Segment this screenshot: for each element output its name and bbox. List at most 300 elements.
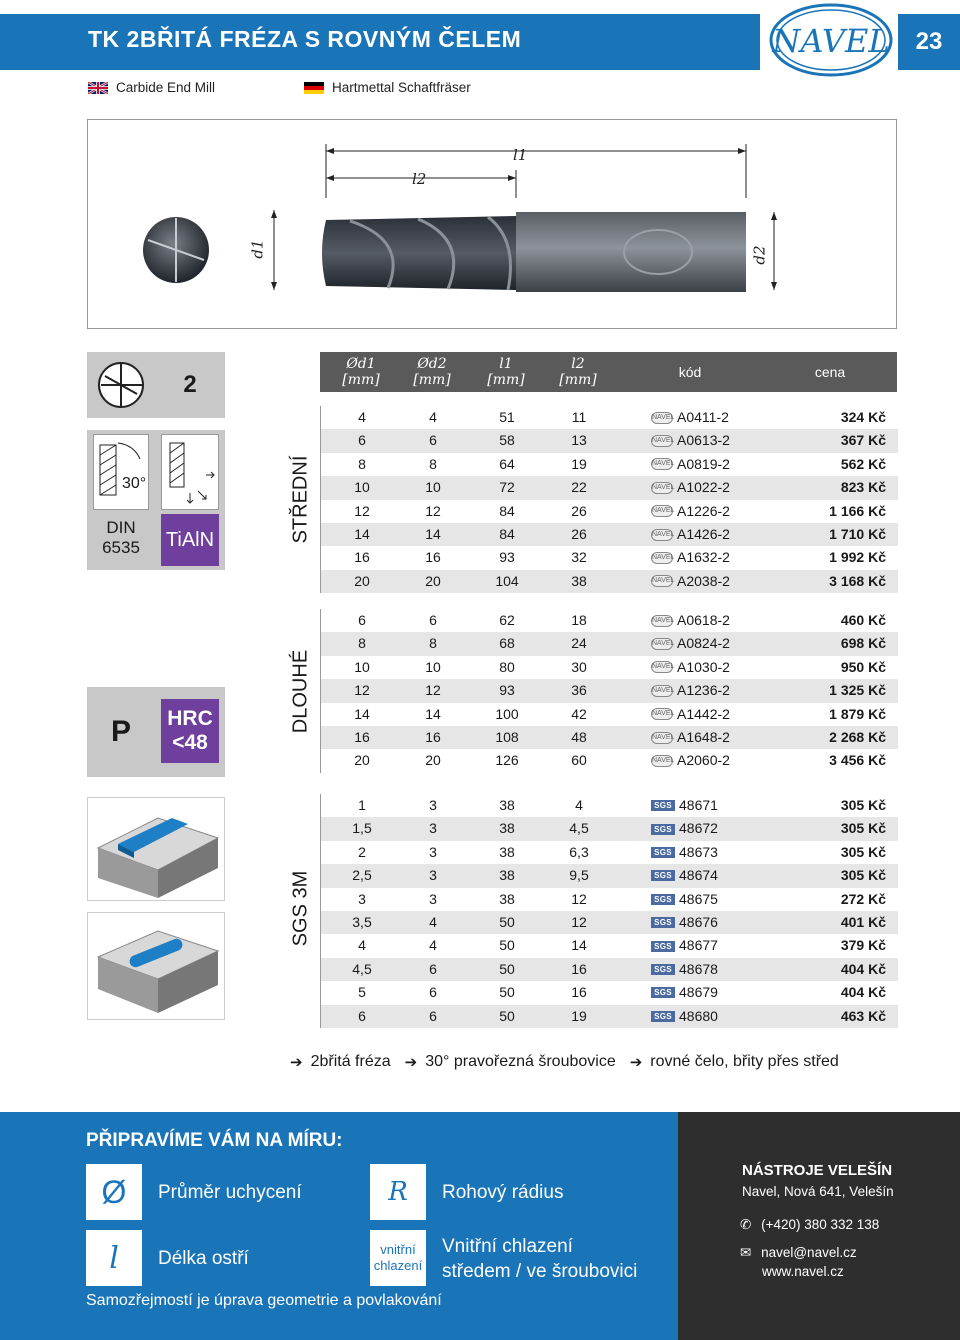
table-row [321, 726, 898, 749]
internal-cooling-text [442, 1234, 637, 1284]
cell-d2: 3 [429, 820, 437, 837]
cell-kod [651, 453, 781, 476]
cell-d2: 20 [425, 572, 441, 589]
cell-l2: 26 [571, 502, 587, 519]
dim-d1: d1 [248, 239, 267, 259]
cell-d2: 8 [429, 455, 437, 472]
cell-kod [651, 609, 781, 632]
sgs-logo-icon: SGS [651, 987, 675, 998]
cell-l1: 38 [499, 890, 515, 907]
cell-kod [651, 429, 781, 452]
cell-l2: 16 [571, 960, 587, 977]
cell-kod [651, 749, 781, 772]
cell-d2: 3 [429, 843, 437, 860]
cell-d2: 8 [429, 635, 437, 652]
cell-d1: 5 [358, 984, 366, 1001]
table-row [321, 679, 898, 702]
table-row [321, 958, 898, 981]
cell-cena: 379 Kč [840, 937, 886, 954]
feature-text: rovné čelo, břity přes střed [650, 1053, 839, 1070]
din-norm-label: DIN 6535 [102, 518, 140, 557]
cell-d1: 6 [358, 612, 366, 628]
feature-text: 2břitá fréza [310, 1053, 391, 1070]
custom-order-panel [0, 1112, 678, 1340]
header-l1-label: l1 [499, 356, 513, 372]
kod-text: A1022-2 [677, 479, 730, 496]
cell-d2: 6 [429, 960, 437, 977]
cell-d1: 12 [354, 682, 370, 699]
cell-l1: 126 [495, 752, 519, 769]
custom-order-title: PŘIPRAVÍME VÁM NA MÍRU: [86, 1130, 343, 1151]
endmill-profile-tile [87, 352, 155, 418]
table-row [321, 656, 898, 679]
material-group: P [87, 687, 155, 777]
cell-l1: 38 [499, 843, 515, 860]
cell-cena: 1 992 Kč [829, 549, 886, 566]
cell-l2: 48 [571, 729, 587, 745]
cell-kod [651, 546, 781, 569]
page-title: TK 2BŘITÁ FRÉZA S ROVNÝM ČELEM [88, 26, 522, 52]
sgs-logo-icon: SGS [651, 847, 675, 858]
table-row [321, 864, 898, 887]
table-row [321, 888, 898, 911]
cell-kod [651, 958, 781, 981]
arrow-right-icon: ➔ [404, 1054, 418, 1071]
cell-cena: 305 Kč [840, 843, 886, 860]
kod-text: A0618-2 [677, 612, 730, 628]
cell-l2: 22 [571, 479, 587, 496]
kod-text: A0819-2 [677, 455, 730, 472]
company-phone[interactable]: (+420) 380 332 138 [761, 1217, 880, 1232]
cell-kod [651, 1005, 781, 1028]
cell-cena: 367 Kč [840, 432, 886, 449]
table-row [321, 546, 898, 569]
cell-cena: 1 879 Kč [829, 705, 886, 722]
table-row [321, 500, 898, 523]
cell-d2: 16 [425, 729, 441, 745]
kod-text: A1632-2 [677, 549, 730, 566]
cell-l2: 13 [571, 432, 587, 449]
envelope-icon: ✉ [740, 1245, 752, 1260]
cell-l2: 4 [575, 797, 583, 813]
cell-cena: 463 Kč [840, 1007, 886, 1024]
kod-text: A1426-2 [677, 526, 730, 542]
header-d2-unit: [mm] [413, 372, 451, 388]
language-en-label: Carbide End Mill [116, 80, 216, 95]
cell-d1: 2 [358, 843, 366, 860]
header-kod: kód [678, 364, 702, 380]
uk-flag-icon [88, 82, 108, 94]
kod-text: A2060-2 [677, 752, 730, 769]
navel-logo-icon: NAVEL [651, 529, 673, 541]
slot-milling-image [87, 797, 225, 901]
cell-d1: 4,5 [352, 960, 372, 977]
header-l2-unit: [mm] [559, 372, 597, 388]
cell-kod [651, 934, 781, 957]
cell-d1: 6 [358, 1007, 366, 1024]
end-mill-drawing [88, 120, 898, 330]
cell-cena: 1 710 Kč [829, 526, 886, 542]
header-d2 [396, 352, 468, 392]
kod-text: A0824-2 [677, 635, 730, 652]
de-flag-icon [304, 82, 324, 94]
cutting-direction-icon [162, 435, 220, 511]
slot-milling-illustration [88, 798, 224, 900]
cell-d1: 12 [354, 502, 370, 519]
cell-l1: 64 [499, 455, 515, 472]
language-en [88, 80, 215, 95]
navel-logo-icon: NAVEL [651, 412, 673, 424]
diameter-icon: Ø [86, 1164, 142, 1220]
cell-d2: 6 [429, 612, 437, 628]
internal-cooling-line2: středem / ve šroubovici [442, 1261, 638, 1282]
kod-text: A1030-2 [677, 658, 730, 675]
cell-d1: 10 [354, 658, 370, 675]
kod-text: 48671 [679, 797, 718, 813]
arrow-right-icon: ➔ [290, 1054, 303, 1071]
table-row [321, 794, 898, 817]
cell-cena: 1 166 Kč [829, 502, 886, 519]
cell-d1: 14 [354, 705, 370, 722]
sgs-logo-icon: SGS [651, 917, 675, 928]
cell-l1: 58 [499, 432, 515, 449]
cell-d1: 14 [354, 526, 370, 542]
cell-d2: 20 [425, 752, 441, 769]
navel-logo-icon: NAVEL [651, 505, 673, 517]
cell-cena: 698 Kč [840, 635, 886, 652]
cell-kod [651, 632, 781, 655]
cell-cena: 3 456 Kč [829, 752, 886, 769]
cell-d2: 3 [429, 867, 437, 884]
cell-l2: 36 [571, 682, 587, 699]
cell-kod [651, 864, 781, 887]
cell-kod [651, 817, 781, 840]
cell-cena: 823 Kč [840, 479, 886, 496]
cell-d2: 6 [429, 1007, 437, 1024]
sgs-logo-icon: SGS [651, 1011, 675, 1022]
cell-kod [651, 911, 781, 934]
kod-text: 48679 [679, 984, 718, 1001]
hardness-value: <48 [172, 731, 208, 754]
cell-l1: 50 [499, 1007, 515, 1024]
company-address: Navel, Nová 641, Velešín [742, 1184, 894, 1199]
cell-d2: 6 [429, 432, 437, 449]
table-row [321, 609, 898, 632]
cell-l1: 104 [495, 572, 519, 589]
cell-kod [651, 841, 781, 864]
cell-d1: 1 [358, 797, 366, 813]
arrow-right-icon: ➔ [629, 1054, 643, 1071]
dim-d2: d2 [750, 245, 769, 265]
kod-text: A1442-2 [677, 705, 730, 722]
kod-text: 48674 [679, 867, 718, 884]
cell-d1: 20 [354, 752, 370, 769]
cell-d2: 10 [425, 658, 441, 675]
cell-l2: 19 [571, 1007, 587, 1024]
cell-d1: 1,5 [352, 820, 372, 837]
cell-l2: 4,5 [569, 820, 589, 837]
navel-logo-icon: NAVEL [651, 482, 673, 494]
cell-l2: 18 [571, 612, 587, 628]
table-group-dlouhe [320, 609, 897, 773]
cell-cena: 324 Kč [840, 409, 886, 425]
group-label-stredni: STŘEDNÍ [289, 455, 312, 544]
navel-logo-icon: NAVEL [651, 661, 673, 673]
cell-d1: 6 [358, 432, 366, 449]
cell-kod [651, 794, 781, 817]
table-row [321, 523, 898, 546]
cell-d1: 16 [354, 729, 370, 745]
company-name: NÁSTROJE VELEŠÍN [742, 1162, 893, 1179]
cell-l1: 38 [499, 820, 515, 837]
cell-d1: 20 [354, 572, 370, 589]
helix-norm-tile [87, 430, 155, 570]
table-row [321, 570, 898, 593]
cell-l1: 38 [499, 867, 515, 884]
table-row [321, 841, 898, 864]
header-l1 [470, 352, 542, 392]
navel-logo-icon: NAVEL [651, 615, 673, 627]
cell-d1: 3 [358, 890, 366, 907]
group-label-sgs: SGS 3M [289, 870, 312, 947]
cell-l1: 68 [499, 635, 515, 652]
cell-kod [651, 500, 781, 523]
custom-order-note: Samozřejmostí je úprava geometrie a povlakování [86, 1292, 442, 1309]
cell-d2: 3 [429, 797, 437, 813]
feature-text: 30° pravořezná šroubovice [425, 1053, 616, 1070]
cell-d2: 4 [429, 937, 437, 954]
kod-text: A2038-2 [677, 572, 730, 589]
table-row [321, 981, 898, 1004]
cell-kod [651, 656, 781, 679]
sgs-logo-icon: SGS [651, 964, 675, 975]
header-l2-label: l2 [571, 356, 585, 372]
cell-l2: 42 [571, 705, 587, 722]
cell-l1: 84 [499, 502, 515, 519]
navel-logo-icon: NAVEL [651, 685, 673, 697]
endmill-profile-icon [87, 352, 155, 418]
table-group-sgs [320, 794, 897, 1028]
cell-cena: 401 Kč [840, 914, 886, 930]
cell-cena: 305 Kč [840, 867, 886, 884]
cell-d1: 2,5 [352, 867, 372, 884]
helix-angle-label: 30° [122, 475, 147, 492]
navel-logo-icon: NAVEL [651, 552, 673, 564]
cutting-length-text: Délka ostří [158, 1248, 249, 1269]
kod-text: 48672 [679, 820, 718, 837]
header-cena: cena [814, 364, 846, 380]
cell-d1: 16 [354, 549, 370, 566]
cell-d2: 16 [425, 549, 441, 566]
cell-l2: 11 [571, 409, 587, 425]
cell-d1: 4 [358, 937, 366, 954]
helix-angle-icon [94, 435, 150, 511]
cell-l2: 12 [571, 890, 587, 907]
navel-logo-icon: NAVEL [651, 732, 673, 744]
cell-d2: 4 [429, 914, 437, 930]
kod-text: A0411-2 [677, 409, 729, 425]
feature-item [290, 1053, 391, 1071]
table-row [321, 749, 898, 772]
cell-l1: 80 [499, 658, 515, 675]
helix-tile [93, 434, 149, 510]
cell-d1: 3,5 [352, 914, 372, 930]
cell-d2: 3 [429, 890, 437, 907]
cell-cena: 1 325 Kč [829, 682, 886, 699]
direction-tile [161, 434, 219, 510]
cell-l1: 100 [495, 705, 519, 722]
navel-logo-icon: NAVEL [651, 575, 673, 587]
feature-item [405, 1053, 616, 1071]
navel-logo-icon: NAVEL [651, 458, 673, 470]
feature-list [290, 1053, 839, 1071]
flute-count: 2 [155, 352, 225, 418]
cell-l1: 84 [499, 526, 515, 542]
table-row [321, 703, 898, 726]
kod-text: 48676 [679, 914, 718, 930]
cell-l1: 51 [499, 409, 515, 425]
header-l2 [542, 352, 614, 392]
corner-radius-text: Rohový rádius [442, 1182, 564, 1203]
cell-d1: 8 [358, 455, 366, 472]
dim-l1: l1 [513, 146, 528, 164]
cell-cena: 272 Kč [840, 890, 886, 907]
cell-cena: 562 Kč [840, 455, 886, 472]
table-header [320, 352, 897, 392]
navel-logo-icon: NAVEL [651, 435, 673, 447]
cell-l2: 60 [571, 752, 587, 769]
header-d1-unit: [mm] [342, 372, 380, 388]
diameter-text: Průměr uchycení [158, 1182, 302, 1203]
cell-kod [651, 476, 781, 499]
navel-logo-icon: NAVEL [651, 638, 673, 650]
cell-d1: 8 [358, 635, 366, 652]
cell-l1: 38 [499, 797, 515, 813]
cell-l1: 93 [499, 549, 515, 566]
table-row [321, 911, 898, 934]
cell-d1: 10 [354, 479, 370, 496]
internal-cooling-line1: Vnitřní chlazení [442, 1236, 573, 1257]
cell-l1: 50 [499, 914, 515, 930]
dim-l2: l2 [412, 170, 427, 188]
kod-text: A1226-2 [677, 502, 730, 519]
logo-text: NAVEL [772, 22, 890, 60]
phone-row [740, 1217, 879, 1233]
table-row [321, 817, 898, 840]
sgs-logo-icon: SGS [651, 824, 675, 835]
cell-cena: 404 Kč [840, 984, 886, 1001]
cell-l1: 93 [499, 682, 515, 699]
hardness-badge [161, 699, 219, 763]
navel-logo-icon: NAVEL [651, 708, 673, 720]
internal-cooling-icon: vnitřní chlazení [370, 1230, 426, 1286]
page-number: 23 [898, 14, 960, 70]
cell-l2: 16 [571, 984, 587, 1001]
cell-l1: 50 [499, 937, 515, 954]
cell-cena: 305 Kč [840, 820, 886, 837]
cell-cena: 404 Kč [840, 960, 886, 977]
header-d1-label: Ød1 [346, 356, 376, 372]
language-de-label: Hartmettal Schaftfräser [332, 80, 471, 95]
kod-text: 48680 [679, 1007, 718, 1024]
cell-d2: 14 [425, 526, 441, 542]
cell-l1: 72 [499, 479, 515, 496]
table-row [321, 1005, 898, 1028]
cell-cena: 2 268 Kč [829, 729, 886, 745]
email-row [740, 1245, 857, 1261]
cell-l1: 50 [499, 960, 515, 977]
company-contact-panel [678, 1112, 960, 1340]
cell-l1: 50 [499, 984, 515, 1001]
cell-l1: 108 [495, 729, 519, 745]
pocket-milling-illustration [88, 913, 224, 1019]
cell-d2: 6 [429, 984, 437, 1001]
cell-cena: 305 Kč [840, 797, 886, 813]
table-row [321, 934, 898, 957]
cell-l2: 24 [571, 635, 587, 652]
table-row [321, 476, 898, 499]
cell-l2: 19 [571, 455, 587, 472]
cell-d2: 4 [429, 409, 437, 425]
cell-cena: 3 168 Kč [829, 572, 886, 589]
cell-l2: 38 [571, 572, 587, 589]
cell-kod [651, 523, 781, 546]
header-d2-label: Ød2 [417, 356, 447, 372]
kod-text: A1648-2 [677, 729, 730, 745]
table-row [321, 429, 898, 452]
cell-kod [651, 703, 781, 726]
cell-kod [651, 888, 781, 911]
cell-cena: 460 Kč [840, 612, 886, 628]
coating-tile [155, 430, 225, 570]
pocket-milling-image [87, 912, 225, 1020]
header-d1 [326, 352, 396, 392]
navel-logo [768, 2, 894, 78]
hardness-tile [155, 687, 225, 777]
company-web[interactable]: www.navel.cz [762, 1264, 844, 1279]
sgs-logo-icon: SGS [651, 800, 675, 811]
hardness-label: HRC [167, 707, 213, 730]
kod-text: A1236-2 [677, 682, 730, 699]
language-de [304, 80, 471, 95]
table-row [321, 453, 898, 476]
table-group-stredni [320, 406, 897, 593]
feature-item [630, 1053, 839, 1071]
cell-d2: 14 [425, 705, 441, 722]
table-row [321, 632, 898, 655]
cell-cena: 950 Kč [840, 658, 886, 675]
kod-text: 48675 [679, 890, 718, 907]
cell-l2: 12 [571, 914, 587, 930]
group-label-dlouhe: DLOUHÉ [289, 649, 312, 734]
header-l1-unit: [mm] [487, 372, 525, 388]
kod-text: 48678 [679, 960, 718, 977]
sgs-logo-icon: SGS [651, 941, 675, 952]
corner-radius-icon: R [370, 1164, 426, 1220]
cell-l2: 30 [571, 658, 587, 675]
cell-kod [651, 726, 781, 749]
kod-text: 48677 [679, 937, 718, 954]
coating-badge: TiAlN [161, 514, 219, 566]
cell-d1: 4 [358, 409, 366, 425]
cell-l2: 6,3 [569, 843, 589, 860]
sgs-logo-icon: SGS [651, 894, 675, 905]
cell-l2: 26 [571, 526, 587, 542]
company-email[interactable]: navel@navel.cz [761, 1245, 857, 1260]
kod-text: 48673 [679, 843, 718, 860]
table-row [321, 406, 898, 429]
cell-l2: 32 [571, 549, 587, 566]
